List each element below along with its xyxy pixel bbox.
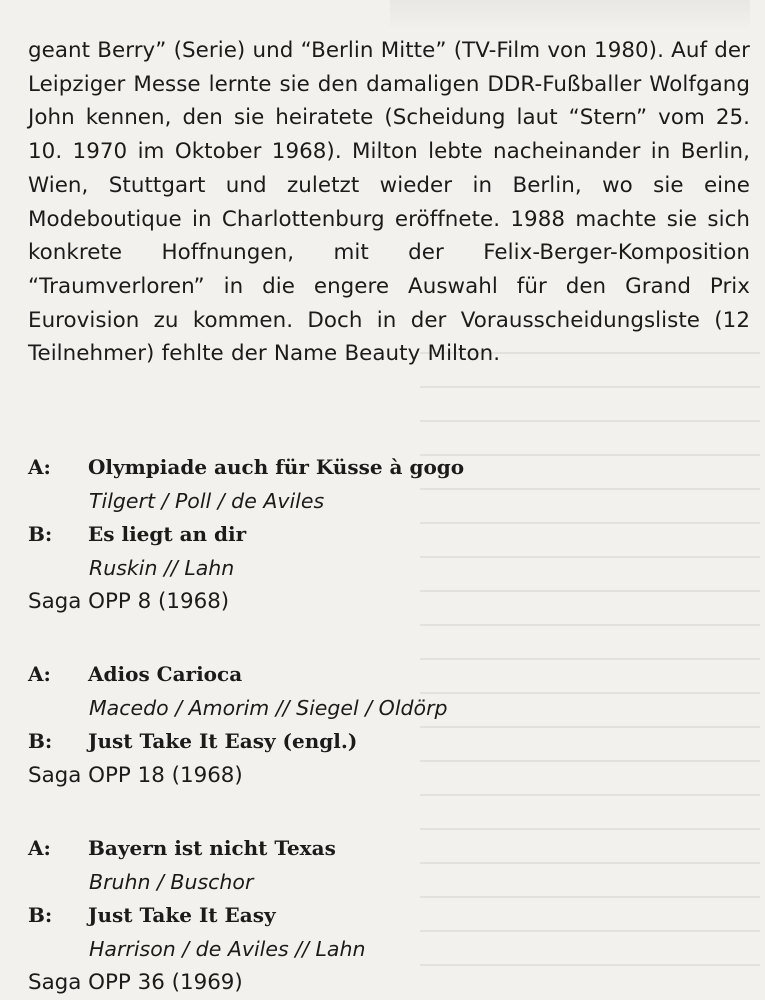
biography-paragraph: geant Berry” (Serie) und “Berlin Mitte” (TV-Film von 1980). Auf der Leipziger Messe lernte sie den damaligen DDR-Fußballer Wolfgang John kennen, den sie heiratete (Scheidung laut “Stern” vom 25. 10. 1970 im Oktober 1968). Milton lebte nacheinander in Berlin, Wien, Stuttgart und zuletzt wieder in Berlin, wo sie eine Modeboutique in Charlottenburg eröffnete. 1988 machte sie sich konkrete Hoffnungen, mit der Felix-Berger-Komposition “Traumverloren” in die engere Auswahl für den Grand Prix Eurovision zu kommen. Doch in der Vorausscheidungsliste (12 Teilnehmer) fehlte der Name Beauty Milton. [28, 38, 750, 367]
side-marker: A: [28, 662, 51, 686]
a-side-row [28, 658, 748, 692]
song-credits: Tilgert / Poll / de Aviles [89, 488, 325, 513]
song-title: Just Take It Easy [88, 903, 276, 927]
song-title: Just Take It Easy (engl.) [88, 729, 358, 753]
credits-row [28, 552, 748, 586]
record-entry-3 [28, 832, 748, 1000]
credits-row [28, 933, 748, 967]
credits-row [28, 692, 748, 726]
side-marker: B: [28, 729, 53, 753]
song-credits: Macedo / Amorim // Siegel / Oldörp [89, 695, 448, 720]
song-title: Adios Carioca [88, 662, 243, 686]
credits-row [28, 485, 748, 519]
a-side-row [28, 832, 748, 866]
label-row [28, 966, 748, 1000]
a-side-row [28, 451, 748, 485]
credits-row [28, 866, 748, 900]
side-marker: B: [28, 903, 53, 927]
b-side-row [28, 725, 748, 759]
song-title: Olympiade auch für Küsse à gogo [88, 455, 465, 479]
song-title: Es liegt an dir [88, 522, 247, 546]
song-credits: Harrison / de Aviles // Lahn [89, 936, 366, 961]
record-label: Saga OPP 36 (1969) [28, 970, 243, 995]
record-entry-2 [28, 658, 748, 792]
side-marker: A: [28, 836, 51, 860]
record-label: Saga OPP 18 (1968) [28, 762, 243, 788]
song-credits: Ruskin // Lahn [89, 555, 235, 580]
record-label: Saga OPP 8 (1968) [28, 589, 230, 614]
label-row [28, 759, 748, 793]
side-marker: A: [28, 455, 51, 479]
b-side-row [28, 899, 748, 933]
b-side-row [28, 518, 748, 552]
song-credits: Bruhn / Buschor [89, 869, 254, 894]
record-entry-1 [28, 451, 748, 619]
bleed-through-shadow [390, 0, 750, 28]
label-row [28, 585, 748, 619]
song-title: Bayern ist nicht Texas [88, 836, 336, 860]
side-marker: B: [28, 522, 53, 546]
